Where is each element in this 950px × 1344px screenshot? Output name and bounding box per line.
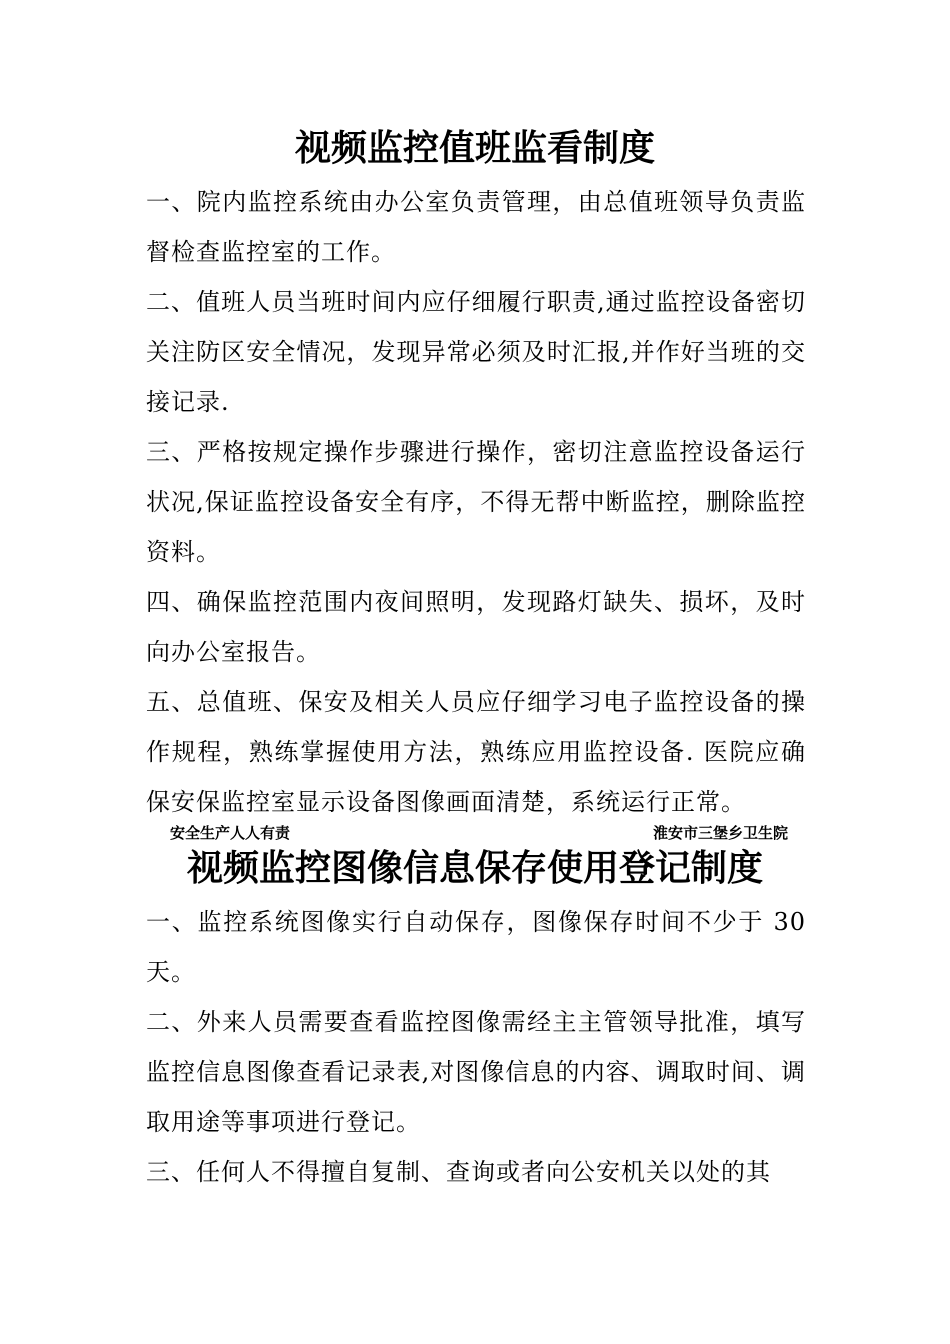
paragraph: 三、任何人不得擅自复制、查询或者向公安机关以处的其 <box>146 1158 771 1186</box>
paragraph: 二、外来人员需要查看监控图像需经主主管领导批准，填写监控信息图像查看记录表,对图像信息的内容、调取时间、调取用途等事项进行登记。 <box>146 1008 806 1136</box>
section-title-duty-monitoring: 视频监控值班监看制度 <box>294 127 655 169</box>
footer-slogan: 安全生产人人有责 <box>170 824 291 842</box>
section-title-image-storage: 视频监控图像信息保存使用登记制度 <box>186 847 763 889</box>
footer-organization: 淮安市三堡乡卫生院 <box>652 824 788 842</box>
paragraph: 一、院内监控系统由办公室负责管理，由总值班领导负责监督检查监控室的工作。 <box>146 188 806 266</box>
paragraph: 一、监控系统图像实行自动保存，图像保存时间不少于 30 天。 <box>146 908 806 986</box>
paragraph: 五、总值班、保安及相关人员应仔细学习电子监控设备的操作规程，熟练掌握使用方法，熟练应用监控设备. 医院应确保安保监控室显示设备图像画面清楚，系统运行正常。 <box>146 688 806 816</box>
paragraph: 二、值班人员当班时间内应仔细履行职责,通过监控设备密切关注防区安全情况，发现异常必须及时汇报,并作好当班的交接记录. <box>146 288 806 416</box>
paragraph: 三、严格按规定操作步骤进行操作，密切注意监控设备运行状况,保证监控设备安全有序，不得无帮中断监控，删除监控资料。 <box>146 438 806 566</box>
paragraph: 四、确保监控范围内夜间照明，发现路灯缺失、损坏，及时向办公室报告。 <box>146 588 806 666</box>
